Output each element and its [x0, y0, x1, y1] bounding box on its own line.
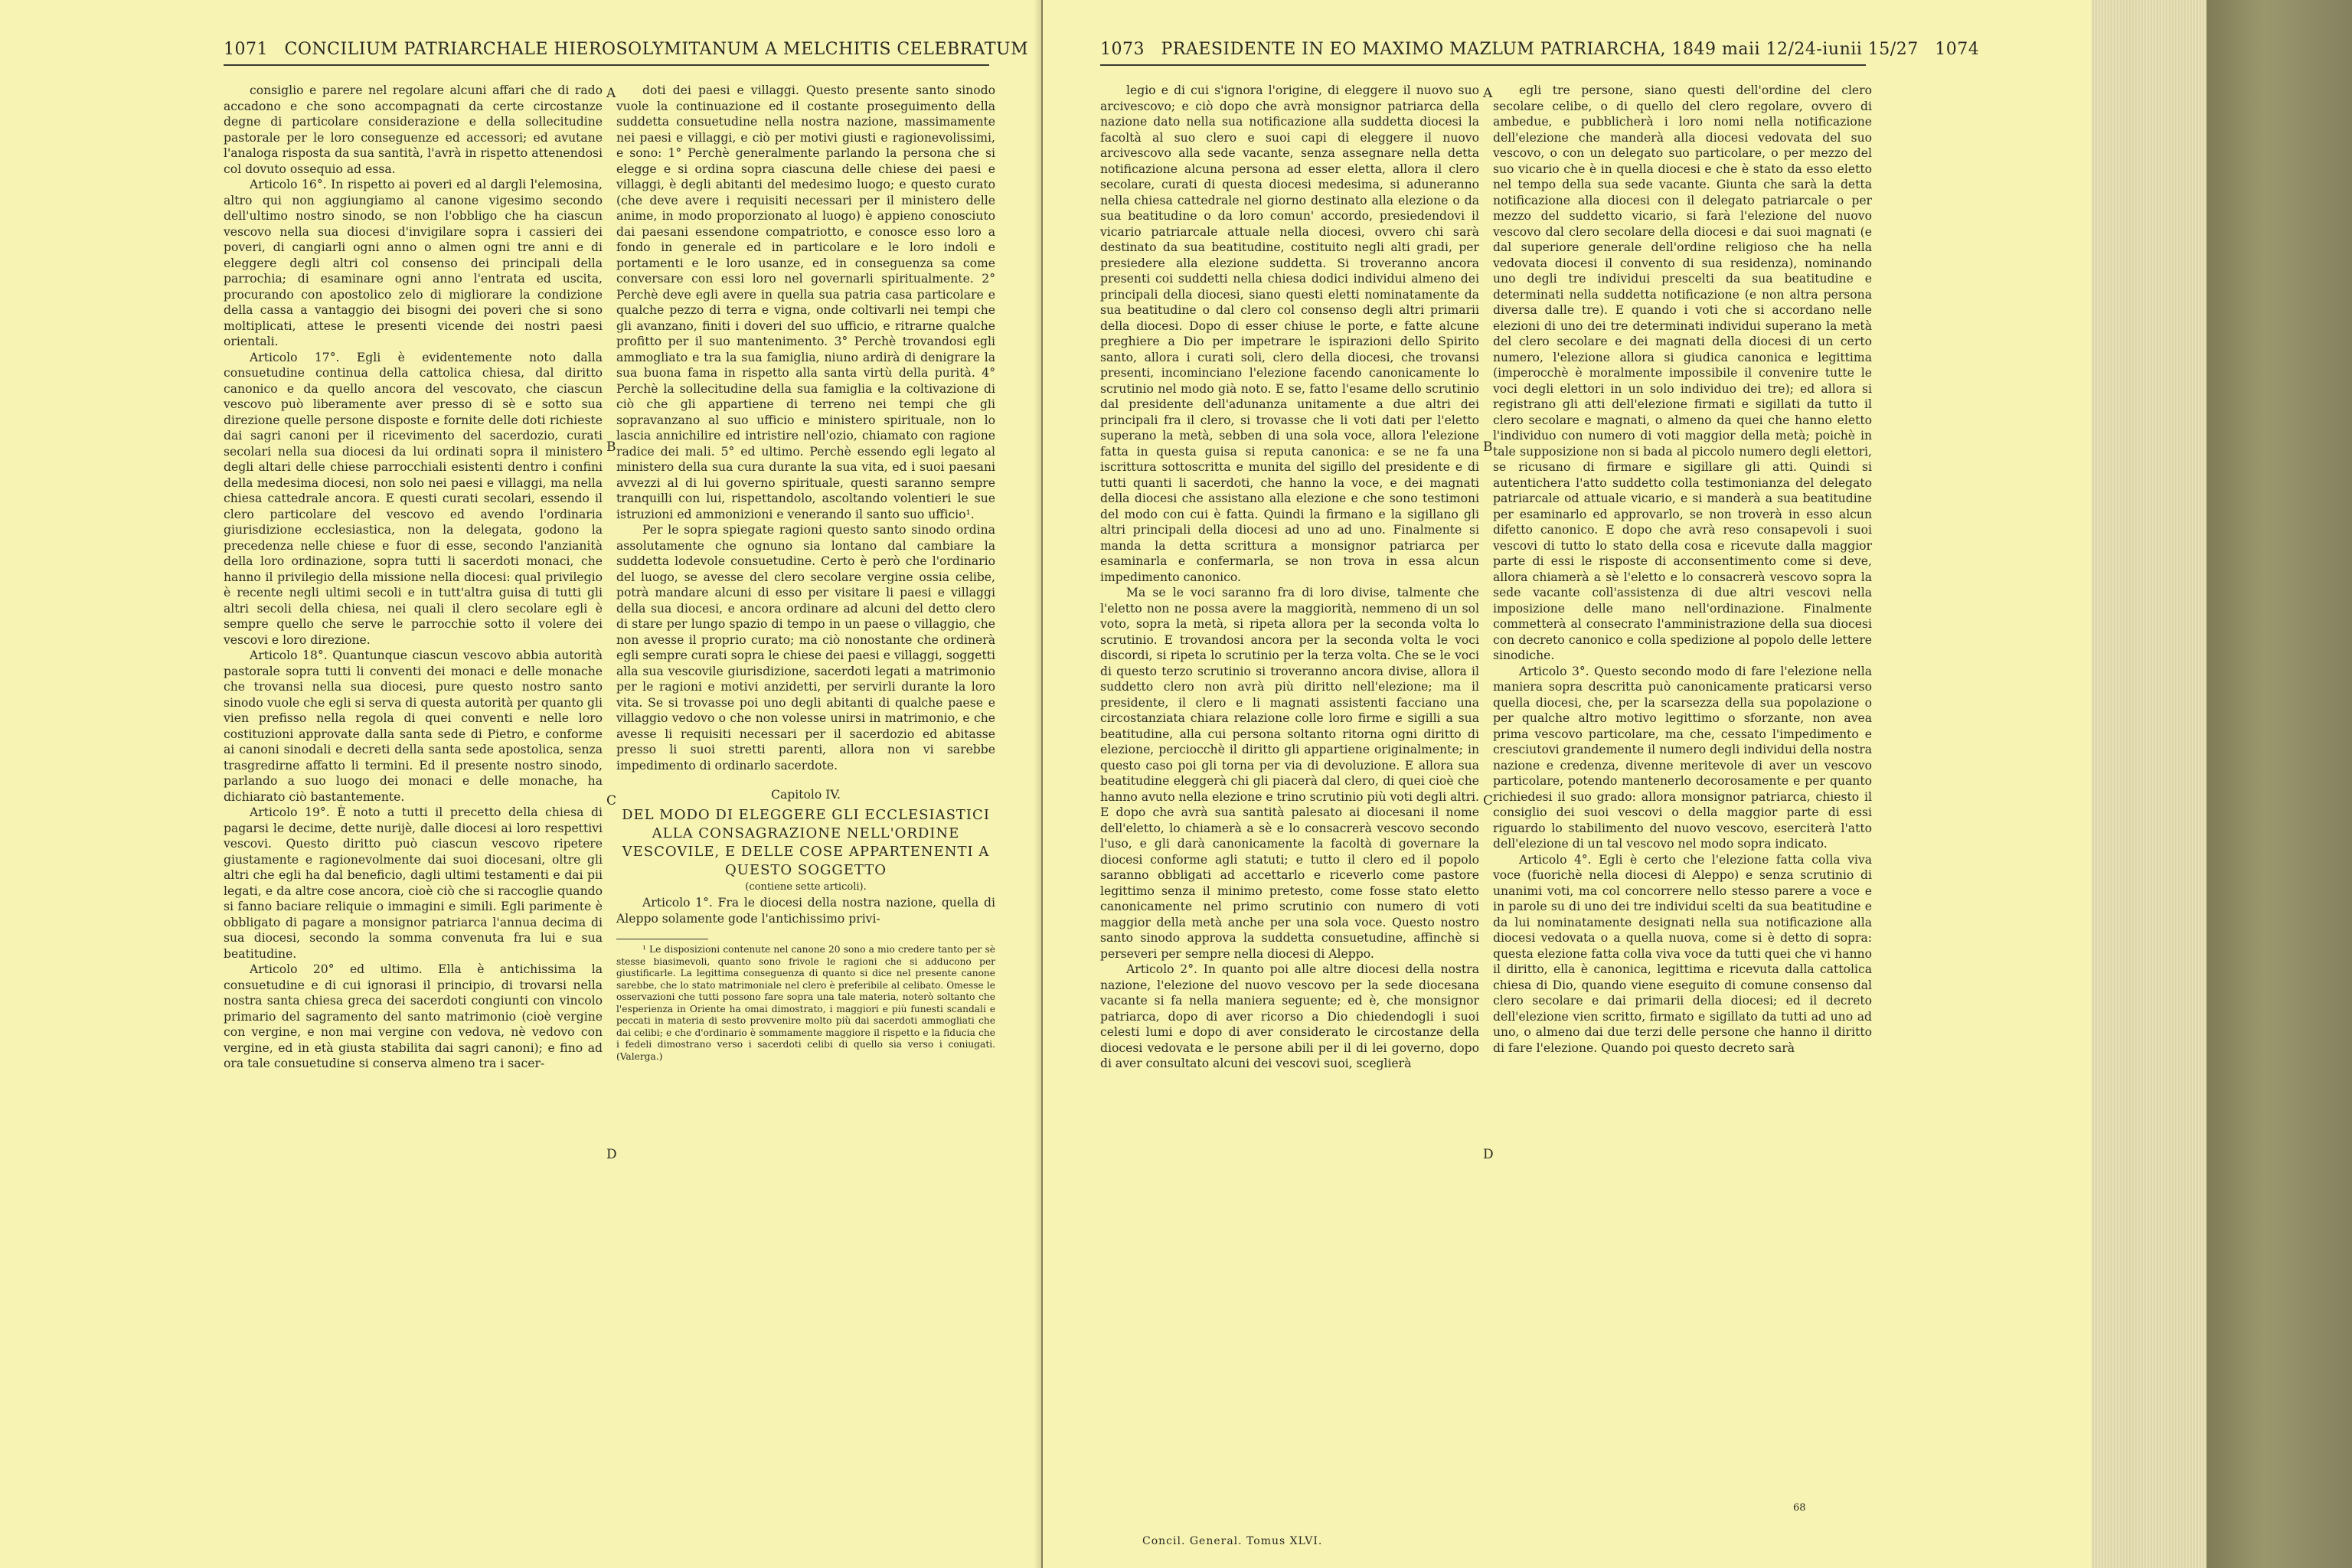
- paragraph: doti dei paesi e villaggi. Questo presente santo sinodo vuole la continuazione ed il costante proseguimento della suddetta consuetudine nella nostra nazione, massimamente nei paesi e villaggi, e ciò per motivi giusti e ragionevolissimi, e sono: 1° Perchè generalmente parlando la persona che si elegge e si ordina sopra ciascuna delle chiese dei paesi e villaggi, è degli abitanti del medesimo luogo; e questo curato (che deve avere i requisiti necessari per il ministero delle anime, in modo proporzionato al luogo) è appieno conosciuto dai paesani essendone compatriotto, e conosce esso loro a fondo in generale ed in particolare e le loro indoli e portamenti e le loro usanze, ed in conseguenza sa come conversare con essi loro nel governarli spiritualmente. 2° Perchè deve egli avere in quella sua patria casa particolare e qualche pezzo di terra e vigna, onde coltivarli nei tempi che gli avanzano, finiti i doveri del suo ufficio, e ritrarne qualche profitto per il suo mantenimento. 3° Perchè trovandosi egli ammogliato e tra la sua famiglia, niuno ardirà di denigrare la sua buona fama in rispetto alla santa virtù della purità. 4° Perchè la sollecitudine della sua famiglia e la coltivazione di ciò che gli appartiene di terreno nei tempi che gli sopravanzano al suo ufficio e ministero spirituale, non lo lascia annichilire ed intristire nell'ozio, chiamato con ragione radice dei mali. 5° ed ultimo. Perchè essendo egli legato al ministero della sua cura durante la sua vita, ed i suoi paesani avvezzi al di lui governo spirituale, questi saranno sempre tranquilli con lui, rispettandolo, ascoltando volentieri le sue istruzioni ed ammonizioni e venerando il santo suo ufficio¹.: [616, 83, 995, 521]
- margin-letter-c: C: [606, 793, 617, 808]
- paragraph-article-1: Articolo 1°. Fra le diocesi della nostra nazione, quella di Aleppo solamente gode l'antichissimo privi-: [616, 896, 995, 926]
- left-column-2: [616, 83, 995, 1522]
- paragraph: Ma se le voci saranno fra di loro divise, talmente che l'eletto non ne possa avere la maggiorità, nemmeno di un sol voto, sopra la metà, si ripeta allora per la seconda volta lo scrutinio. E trovandosi ancora per la seconda volta le voci discordi, si ripeta lo scrutinio per la terza volta. Che se le voci di questo terzo scrutinio si troveranno ancora divise, allora il suddetto clero non avrà più diritto nell'elezione; ma il presidente, il clero e li magnati assistenti facciano una circostanziata chiara relazione colle loro firme e sigilli a sua beatitudine, alla cui persona soltanto ritorna ogni diritto di elezione, perciocchè il diritto gli appartiene originalmente; in questo caso poi gli torna per via di devoluzione. E allora sua beatitudine eleggerà chi gli piacerà dal clero, di quei cioè che hanno avuto nella elezione e trino scrutinio più voti degli altri. E dopo che avrà sua santità palesato ai diocesani il nome dell'eletto, lo chiamerà a sè e lo consacrerà vescovo secondo l'uso, e gli darà canonicamente la facoltà di governare la diocesi conforme agli statuti; e tutto il clero ed il popolo saranno obbligati ad accettarlo e riceverlo come pastore legittimo senza il minimo pretesto, come fosse stato eletto canonicamente nel primo scrutinio con numero di voti maggior della metà anche per una sola voce. Questo nostro santo sinodo approva la suddetta consuetudine, affinchè si perseveri per sempre nella diocesi di Aleppo.: [1100, 586, 1479, 961]
- paragraph-article-19: Articolo 19°. È noto a tutti il precetto della chiesa di pagarsi le decime, dette nurijè, dalle diocesi ai loro respettivi vescovi. Questo diritto può ciascun vescovo ripetere giustamente e ragionevolmente dai suoi diocesani, oltre gli altri che egli ha dal beneficio, dagli ultimi testamenti e dai pii legati, e da altre cose ancora, cioè ciò che si raccoglie quando si fanno baciare reliquie o immagini e simili. Egli parimente è obbligato di pagare a monsignor patriarca l'annua decima di sua diocesi, secondo la somma convenuta fra lui e sua beatitudine.: [224, 805, 603, 961]
- page-number-1071: 1071: [224, 40, 268, 59]
- paragraph: egli tre persone, siano questi dell'ordine del clero secolare celibe, o di quello del clero regolare, ovvero di ambedue, e pubblicherà i loro nomi nella notificazione dell'elezione che manderà alla diocesi vedovata del suo vescovo, o con un delegato suo particolare, o per mezzo del suo vicario che è in quella diocesi e che è stato da esso eletto nel tempo della sua sede vacante. Giunta che sarà la detta notificazione alla diocesi con il delegato patriarcale o per mezzo del suddetto vicario, si farà l'elezione del nuovo vescovo dal clero secolare della diocesi e dai suoi magnati (e dal superiore generale dell'ordine religioso che ha nella vedovata diocesi il convento di sua residenza), nominando uno degli tre individui prescelti da sua beatitudine e determinati nella suddetta notificazione (e non altra persona diversa dalle tre). E quando i voti che si accordano nelle elezioni di uno dei tre determinati individui superano la metà del clero secolare e dei magnati della diocesi di un certo numero, l'elezione allora si giudica canonica e legittima (imperocchè è moralmente impossibile il convenire tutte le voci degli elettori in un solo individuo dei tre); ed allora si registrano gli atti dell'elezione firmati e sigillati da tutto il clero secolare e magnati, o almeno da quei che hanno eletto l'individuo con numero di voti maggior della metà; poichè in tale supposizione non si bada al piccolo numero degli elettori, se ricusano di firmare e sigillare gli atti. Quindi si autentichera l'atto suddetto colla testimonianza del delegato patriarcale od attuale vicario, e si manderà a sua beatitudine per esaminarlo ed approvarlo, se non troverà in esso alcun difetto canonico. E dopo che avrà reso consapevoli i suoi vescovi di tutto lo stato della cosa e ricevute dalla maggior parte di essi le risposte di acconsentimento come si deve, allora chiamerà a sè l'eletto e lo consacrerà vescovo sopra la sede vacante coll'assistenza di due altri vescovi nella imposizione delle mano nell'ordinazione. Finalmente commetterà al consecrato l'amministrazione della sua diocesi con decreto canonico e colla spedizione al popolo delle lettere sinodiche.: [1493, 83, 1872, 662]
- margin-letter-d: D: [1483, 1147, 1494, 1162]
- header-rule: [224, 64, 989, 66]
- margin-letter-b: B: [1483, 439, 1493, 455]
- right-page: [1043, 0, 2092, 1568]
- paragraph-article-2: Articolo 2°. In quanto poi alle altre diocesi della nostra nazione, l'elezione del nuovo vescovo per la sede diocesana vacante si fa nella maniera seguente; ed è, che monsignor patriarca, dopo di aver ricorso a Dio chiedendogli i suoi celesti lumi e dopo di aver considerato le circostanze della diocesi vedovata e le persone abili per il di lei governo, dopo di aver consultato alcuni dei vescovi suoi, sceglierà: [1100, 962, 1479, 1070]
- paragraph: Per le sopra spiegate ragioni questo santo sinodo ordina assolutamente che ognuno sia lontano dal cambiare la suddetta lodevole consuetudine. Certo è però che l'ordinario del luogo, se avesse del clero secolare vergine ossia celibe, potrà mandare alcuni di esso per visitare li paesi e villaggi della sua diocesi, e ancora ordinare ad alcuni del detto clero di stare per lungo spazio di tempo in un paese o villaggio, che non avesse il proprio curato; ma ciò nonostante che ordinerà egli sempre curati sopra le chiese dei paesi e villaggi, soggetti alla sua vescovile giurisdizione, sacerdoti legati a matrimonio per le ragioni e motivi anzidetti, per servirli durante la loro vita. Se si trovasse poi uno degli abitanti di qualche paese e villaggio vedovo o che non volesse unirsi in matrimonio, e che avesse li requisiti necessari per il sacerdozio ed abitasse presso li suoi stretti parenti, allora non vi sarebbe impedimento di ordinarlo sacerdote.: [616, 523, 995, 773]
- left-page: [0, 0, 1041, 1568]
- left-running-title: CONCILIUM PATRIARCHALE HIEROSOLYMITANUM A MELCHITIS CELEBRATUM: [284, 40, 1029, 59]
- signature-mark: Concil. General. Tomus XLVI.: [1142, 1535, 1323, 1547]
- page-number-1074: 1074: [1935, 40, 1980, 59]
- header-rule: [1100, 64, 1866, 66]
- paragraph-article-3: Articolo 3°. Questo secondo modo di fare l'elezione nella maniera sopra descritta può canonicamente praticarsi verso quella diocesi, che, per la scarsezza della sua popolazione o per qualche altro motivo legittimo o sforzante, non avea prima vescovo particolare, ma che, cessato l'impedimento e cresciutovi grandemente il numero degli individui della nostra nazione e credenza, divenne meritevole di aver un vescovo particolare, potendo mantenerlo decorosamente e per quanto richiedesi il suo grado: allora monsignor patriarca, chiesto il consiglio dei suoi vescovi o della maggior parte di essi riguardo lo stabilimento del nuovo vescovo, eserciterà l'atto dell'elezione di un tal vescovo nel modo sopra indicato.: [1493, 664, 1872, 851]
- right-column-1: [1100, 83, 1479, 1522]
- left-column-1: [224, 83, 603, 1522]
- page-edges: [2092, 0, 2207, 1568]
- margin-letter-a: A: [606, 86, 616, 101]
- margin-letter-b: B: [606, 439, 616, 455]
- margin-letter-c: C: [1483, 793, 1494, 808]
- paragraph: consiglio e parere nel regolare alcuni affari che di rado accadono e che sono accompagnati da certe circostanze degne di particolare considerazione e della sollecitudine pastorale per le loro conseguenze ed accessori; ed avutane l'analoga risposta da sua santità, l'avrà in rispetto attenendosi col dovuto ossequio ad essa.: [224, 83, 603, 176]
- sheet-number: 68: [1793, 1502, 1806, 1514]
- paragraph-article-4: Articolo 4°. Egli è certo che l'elezione fatta colla viva voce (fuorichè nella diocesi di Aleppo) e senza scrutinio di unanimi voti, ma col concorrere nello stesso parere a voce e in parole su di uno dei tre individui scelti da sua beatitudine e da lui nominatamente designati nella sua notificazione alla diocesi vedovata o a quella nuova, come si è detto di sopra: questa elezione fatta colla viva voce da tutti quei che vi hanno il diritto, ella è canonica, legittima e ricevuta dalla cattolica chiesa di Dio, quando viene eseguito di comune consenso dal clero secolare e dai primarii della diocesi; ed il decreto dell'elezione vien scritto, firmato e sigillato da tutti ad uno ad uno, o almeno dai due terzi delle persone che hanno il diritto di fare l'elezione. Quando poi questo decreto sarà: [1493, 852, 1872, 1055]
- paragraph: legio e di cui s'ignora l'origine, di eleggere il nuovo suo arcivescovo; e ciò dopo che avrà monsignor patriarca della nazione dato nella sua notificazione alla suddetta diocesi la facoltà al suo clero e suoi capi di eleggere il nuovo arcivescovo alla sede vacante, senza assegnare nella detta notificazione alcuna persona ad esser eletta, allora il clero secolare, curati di questa diocesi medesima, si aduneranno nella chiesa cattedrale nel giorno destinato alla elezione o da sua beatitudine o da loro comun' accordo, presiedendovi il vicario patriarcale attuale nella diocesi, ovvero chi sarà destinato da sua beatitudine, costituito negli alti gradi, per presiedere alla elezione suddetta. Si troveranno ancora presenti coi suddetti nella chiesa dodici individui almeno dei principali della diocesi, siano questi eletti nominatamente da sua beatitudine o dal clero col consenso degli altri primarii della diocesi. Dopo di esser chiuse le porte, e fatte alcune preghiere a Dio per impetrare le ispirazioni dello Spirito santo, allora i curati soli, clero della diocesi, che trovansi presenti, incominciano l'elezione facendo canonicamente lo scrutinio nel modo già noto. E se, fatto l'esame dello scrutinio dal presidente dell'adunanza unitamente a due altri dei principali fra il clero, si trovasse che li voti dati per l'eletto superano la metà, sebben di una sola voce, allora l'elezione fatta in questa guisa si reputa canonica: e se ne fa una iscrittura sottoscritta e munita del sigillo del presidente e di tutti quanti li sacerdoti, che hanno la voce, e dei magnati della diocesi che assistano alla elezione e che sono testimoni del modo con cui è fatta. Quindi la firmano e la sigillano gli altri principali della diocesi ad uno ad uno. Finalmente si manda la detta scrittura a monsignor patriarca per esaminarla e confermarla, se non trova in essa alcun impedimento canonico.: [1100, 83, 1479, 584]
- paragraph-article-18: Articolo 18°. Quantunque ciascun vescovo abbia autorità pastorale sopra tutti li conventi dei monaci e delle monache che trovansi nella sua diocesi, pure questo nostro santo sinodo vuole che egli si serva di questa autorità per quanto gli vien prefisso nella regola di quei conventi e nelle loro costituzioni approvate dalla santa sede di Pietro, e conforme ai canoni sinodali e decreti della santa sede apostolica, senza trasgredirne affatto li termini. Ed il presente nostro sinodo, parlando a suo luogo dei monaci e delle monache, ha dichiarato ciò bastantemente.: [224, 648, 603, 804]
- page-number-1073: 1073: [1100, 40, 1145, 59]
- book-cover: [2207, 0, 2352, 1568]
- footnote: ¹ Le disposizioni contenute nel canone 20 sono a mio credere tanto per sè stesse biasimevoli, quanto sono frivole le ragioni che si adducono per giustificarle. La legittima conseguenza di quanto si dice nel presente canone sarebbe, che lo stato matrimoniale nel clero è preferibile al celibato. Omesse le osservazioni che tutti possono fare sopra una tale materia, noterò soltanto che l'esperienza in Oriente ha omai dimostrato, i maggiori e più funesti scandali e peccati in materia di sesto provvenire molto più dai sacerdoti ammogliati che dai celibi; e che d'ordinario è sommamente maggiore il rispetto e la fiducia che i fedeli dimostrano verso i sacerdoti celibi di quello sia verso i coniugati. (Valerga.): [616, 944, 995, 1062]
- margin-letter-d: D: [606, 1147, 617, 1162]
- paragraph-article-20: Articolo 20° ed ultimo. Ella è antichissima la consuetudine e di cui ignorasi il principio, di trovarsi nella nostra santa chiesa greca dei sacerdoti congiunti con vincolo primario del sagramento del santo matrimonio (cioè vergine con vergine, e non mai vergine con vedova, nè vedovo con vergine, ed in età giusta stabilita dai sagri canoni); e fino ad ora tale consuetudine si conserva almeno tra i sacer-: [224, 962, 603, 1070]
- paragraph-article-16: Articolo 16°. In rispetto ai poveri ed al dargli l'elemosina, altro qui non aggiungiamo al canone vigesimo secondo dell'ultimo nostro sinodo, se non l'obbligo che ha ciascun vescovo nella sua diocesi d'invigilare sopra i cassieri dei poveri, di cangiarli ogni anno o almen ogni tre anni e di eleggere degli altri col consenso dei principali della parrochia; di esaminare ogni anno l'entrata ed uscita, procurando con apostolico zelo di migliorare la condizione della cassa a vantaggio dei bisogni dei poveri che si sono moltiplicati, attese le presenti vicende dei nostri paesi orientali.: [224, 178, 603, 348]
- chapter-label: Capitolo IV.: [771, 788, 841, 802]
- right-column-2: [1493, 83, 1872, 1522]
- right-page-header: [1100, 40, 1979, 59]
- chapter-title: DEL MODO DI ELEGGERE GLI ECCLESIASTICI ALLA CONSAGRAZIONE NELL'ORDINE VESCOVILE, E DELLE COSE APPARTENENTI A QUESTO SOGGETTO: [622, 806, 990, 878]
- right-running-title: PRAESIDENTE IN EO MAXIMO MAZLUM PATRIARCHA, 1849 maii 12/24-iunii 15/27: [1161, 40, 1919, 59]
- margin-letter-a: A: [1483, 86, 1493, 101]
- left-page-header: [224, 40, 1089, 59]
- paragraph-article-17: Articolo 17°. Egli è evidentemente noto dalla consuetudine continua della cattolica chiesa, dal diritto canonico e da quello ancora del vescovato, che ciascun vescovo può liberamente aver presso di sè e sotto sua direzione quelle persone disposte e fornite delle doti richieste dai sagri canoni per il ricevimento del sacerdozio, curati secolari nella sua diocesi da lui ordinati sopra il ministero degli altari delle chiese parrocchiali esistenti dentro i confini della medesima diocesi, non solo nei paesi e villaggi, ma nella chiesa cattedrale ancora. E questi curati secolari, essendo il clero particolare del vescovo ed avendo l'ordinaria giurisdizione ecclesiastica, non la delegata, godono la precedenza nelle chiese e fuor di esse, secondo l'anzianità della loro ordinazione, sopra tutti li sacerdoti monaci, che hanno il privilegio della missione nella diocesi: qual privilegio è recente negli ultimi secoli e in tutt'altra guisa di tutti gli altri secoli della chiesa, nei quali il clero secolare egli è sempre quello che serve le parrocchie sotto il volere dei vescovi e loro direzione.: [224, 350, 603, 647]
- chapter-subtitle: (contiene sette articoli).: [745, 880, 867, 893]
